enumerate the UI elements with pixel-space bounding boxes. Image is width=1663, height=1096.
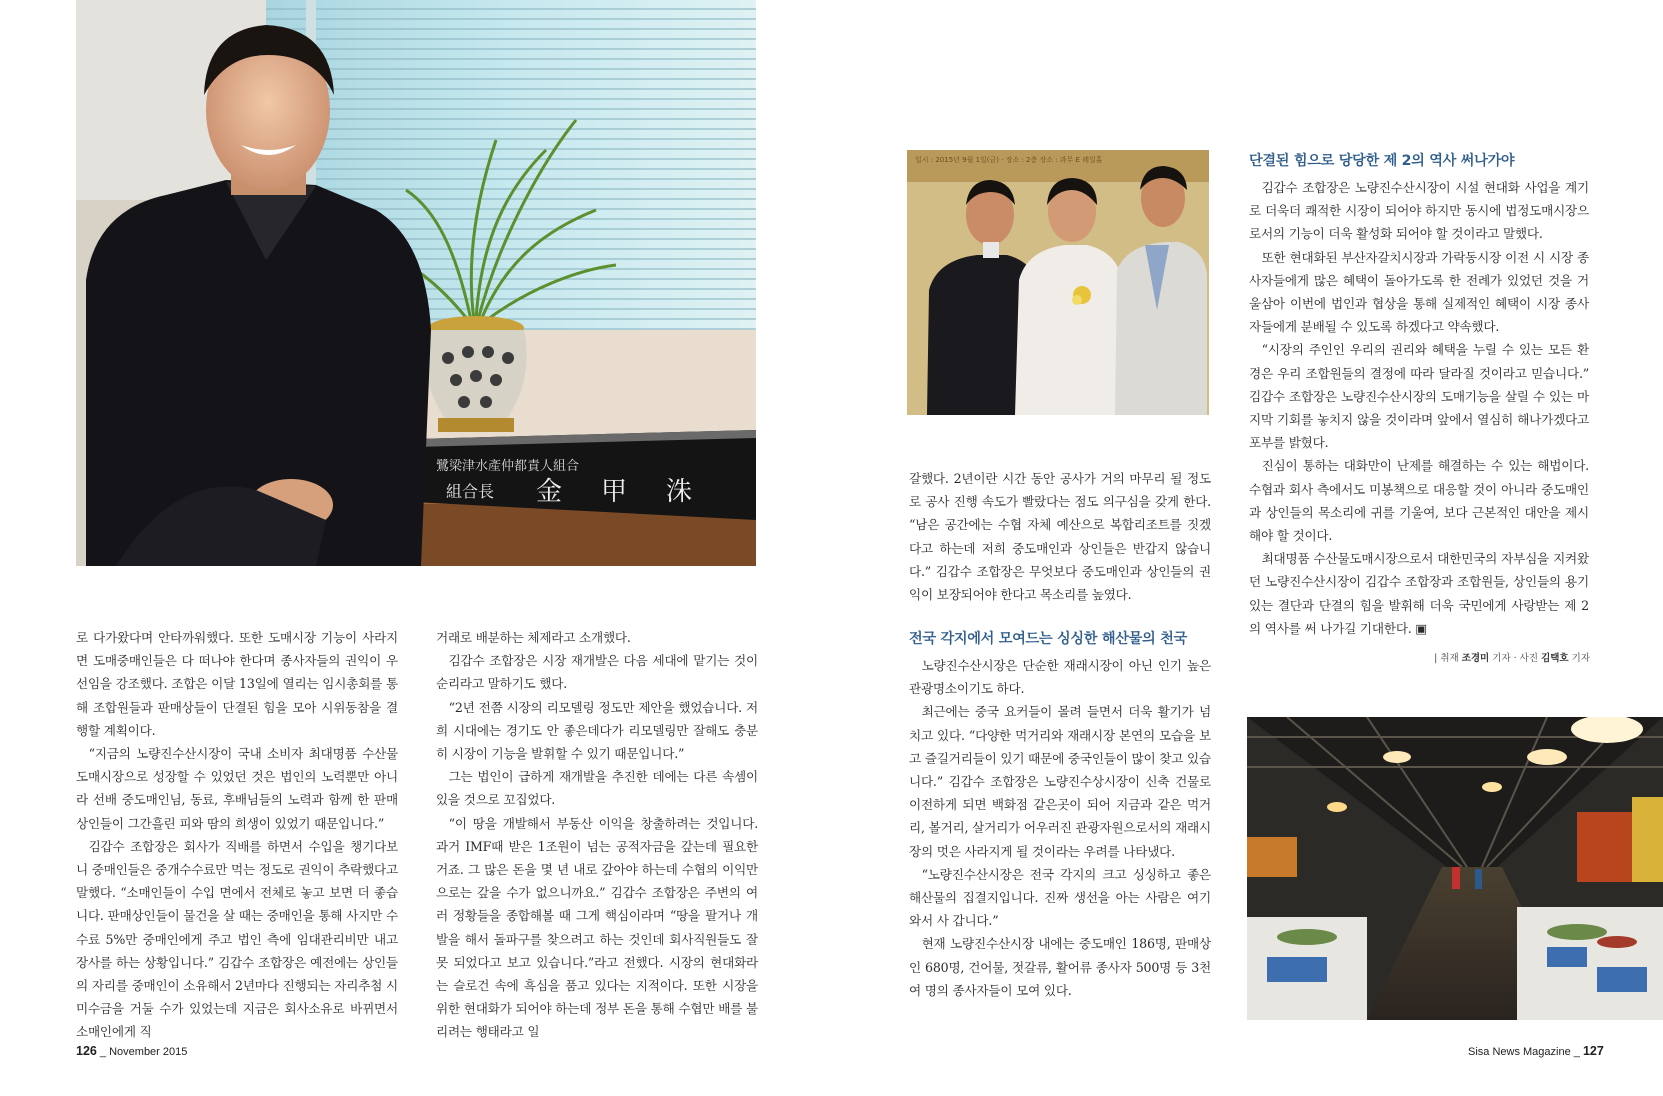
page-number-right: [1468, 1044, 1604, 1058]
section-heading: 전국 각지에서 모여드는 싱싱한 해산물의 천국: [909, 631, 1187, 647]
credit-suffix: 기자: [1571, 653, 1590, 664]
article-column-4: [1249, 150, 1589, 640]
paragraph: 갈했다. 2년이란 시간 동안 공사가 거의 마무리 될 정도로 공사 진행 속도가 빨랐다는 점도 의구심을 갖게 한다. “남은 공간에는 수협 자체 예산으로 복합리조트를 짓겠다고 하는데 저희 중도매인과 상인들은 반갑지 않습니다.” 김갑수 조합장은 무엇보다 중도매인과 상인들의 권익이 보장되어야 한다고 목소리를 높였다.: [909, 471, 1211, 603]
market-photo-image: [1247, 717, 1663, 1020]
paragraph: 김갑수 조합장은 노량진수산시장이 시설 현대화 사업을 계기로 더욱더 쾌적한 시장이 되어야 하지만 동시에 법정도매시장으로서의 기능이 더욱 활성화 되어야 할 것이라고 말했다.: [1249, 180, 1589, 242]
paragraph: 김갑수 조합장은 회사가 직배를 하면서 수입을 챙기다보니 중매인들은 중개수수료만 먹는 정도로 권익이 추락했다고 말했다. “소매인들이 수입 면에서 전체로 놓고 보면 더 좋습니다. 판매상인들이 물건을 살 때는 중매인을 통해 사지만 수수료 5%만 중매인에게 주고 법인 측에 임대관리비만 내고 장사를 하는 상황입니다.” 김갑수 조합장은 예전에는 상인들의 자리를 중매인이 소유해서 2년마다 진행되는 자리추첨 시 미수금을 거둘 수가 있었는데 지금은 회사소유로 바뀌면서 소매인에게 직: [76, 838, 398, 1040]
credit-mid: 기자 · 사진: [1492, 653, 1539, 664]
portrait-photo: [76, 0, 756, 566]
byline-credit: [1380, 650, 1590, 664]
article-column-1: [76, 626, 398, 1044]
credit-prefix: | 취재: [1434, 653, 1459, 664]
group-photo-image: [907, 150, 1209, 415]
portrait-image: [76, 0, 756, 566]
page-number: 127: [1582, 1044, 1604, 1058]
paragraph: 그는 법인이 급하게 재개발을 추진한 데에는 다른 속셈이 있을 것으로 꼬집었다.: [436, 769, 758, 808]
article-column-3-top: [909, 467, 1211, 606]
paragraph: “2년 전쯤 시장의 리모델링 정도만 제안을 했었습니다. 저희 시대에는 경기도 안 좋은데다가 리모델링만 잘해도 충분히 시장이 기능을 발휘할 수 있기 때문입니다.”: [436, 699, 758, 762]
paragraph: 최근에는 중국 요커들이 몰려 들면서 더욱 활기가 넘치고 있다. “다양한 먹거리와 재래시장 본연의 모습을 보고 즐길거리들이 있기 때문에 중국인들이 많이 찾고 있습니다.” 김갑수 조합장은 노량진수상시장이 신축 건물로 이전하게 되면 백화점 같은곳이 되어 지금과 같은 먹거리, 볼거리, 살거리가 어우러진 관광자원으로서의 재래시장의 멋은 사라지게 될 것이라는 우려를 나타냈다.: [909, 704, 1211, 859]
banner-text: 일시 : 2015년 9월 1일(금) · 장소 : 2층 장소 : 과무 E 레일홀: [915, 156, 1103, 164]
credit-reporter: 조경미: [1461, 653, 1490, 664]
paragraph: “노량진수산시장은 전국 각지의 크고 싱싱하고 좋은 해산물의 집결지입니다. 진짜 생선을 아는 사람은 여기 와서 사 갑니다.”: [909, 866, 1211, 929]
group-photo: [907, 150, 1209, 415]
magazine-name: Sisa News Magazine _: [1468, 1046, 1580, 1058]
paragraph: 진심이 통하는 대화만이 난제를 해결하는 수 있는 해법이다. 수협과 회사 측에서도 미봉책으로 대응할 것이 아니라 중도매인과 상인들의 목소리에 귀를 기울여, 보다 근본적인 대안을 제시해야 할 것이다.: [1249, 458, 1589, 544]
plaque-line-1: 鷺梁津水產仲都責人組合: [436, 459, 580, 474]
section-heading: 단결된 힘으로 당당한 제 2의 역사 써나가야: [1249, 153, 1515, 169]
market-photo: [1247, 717, 1663, 1020]
paragraph: 노량진수산시장은 단순한 재래시장이 아닌 인기 높은 관광명소이기도 하다.: [909, 658, 1211, 697]
issue-date: _ November 2015: [99, 1046, 188, 1058]
paragraph: “지금의 노량진수산시장이 국내 소비자 최대명품 수산물도매시장으로 성장할 수 있었던 것은 법인의 노력뿐만 아니라 선배 중도매인님, 동료, 후배님들의 노력과 함께 한 판매상인들이 그간흘린 피와 땀의 희생이 있었기 때문입니다.”: [76, 746, 398, 831]
plaque-char-2: 甲: [601, 477, 628, 507]
page-number: 126: [76, 1044, 97, 1058]
paragraph: “시장의 주인인 우리의 권리와 혜택을 누릴 수 있는 모든 환경은 우리 조합원들의 결정에 따라 달라질 것이라고 믿습니다.” 김갑수 조합장은 노량진수산시장의 도매기능을 살릴 수 있는 마지막 기회를 놓치지 않을 것이라며 앞에서 열심히 해나가겠다고 포부를 밝혔다.: [1249, 342, 1589, 451]
paragraph: 김갑수 조합장은 시장 재개발은 다음 세대에 맡기는 것이 순리라고 말하기도 했다.: [436, 653, 758, 692]
paragraph: 현재 노량진수산시장 내에는 중도매인 186명, 판매상인 680명, 건어물, 젓갈류, 활어류 종사자 500명 등 3천여 명의 종사자들이 모여 있다.: [909, 936, 1211, 998]
paragraph: 또한 현대화된 부산자갈치시장과 가락동시장 이전 시 시장 종사자들에게 많은 혜택이 돌아가도록 한 전례가 있었던 것을 거울삼아 이번에 법인과 협상을 통해 실제적인 혜택이 시장 종사자들에게 분배될 수 있도록 하겠다고 약속했다.: [1249, 249, 1589, 335]
paragraph: “이 땅을 개발해서 부동산 이익을 창출하려는 것입니다. 과거 IMF때 받은 1조원이 넘는 공적자금을 갚는데 필요한 거죠. 그 많은 돈을 몇 년 내로 갚아야 하는데 수협의 이익만으로는 갚을 수가 없으니까요.” 김갑수 조합장은 주변의 여러 정황들을 종합해볼 때 그게 핵심이라며 “땅을 팔거나 개발을 해서 돌파구를 찾으려고 하는 것인데 회사직원들도 잘못 되었다고 보고 있습니다.”라고 전했다. 시장의 현대화라는 슬로건 속에 흑심을 품고 있다는 지적이다. 또한 시장을 위한 현대화가 되어야 하는데 정부 돈을 통해 수협만 배를 불리려는 행태라고 일: [436, 815, 758, 1040]
credit-photographer: 김택호: [1541, 653, 1569, 664]
article-column-3-bottom: [909, 628, 1211, 1002]
plaque-line-2: 組合長: [446, 482, 495, 501]
paragraph: 로 다가왔다며 안타까워했다. 또한 도매시장 기능이 사라지면 도매중매인들은 다 떠나야 한다며 종사자들의 권익이 우선임을 강조했다. 조합은 이달 13일에 열리는 임시총회를 통해 조합원들과 판매상들이 단결된 힘을 모아 시위동참을 결행할 계획이다.: [76, 630, 398, 738]
page-number-left: [76, 1044, 187, 1058]
plaque-char-1: 金: [536, 477, 563, 507]
paragraph: 거래로 배분하는 체제라고 소개했다.: [436, 630, 631, 645]
paragraph: 최대명품 수산물도매시장으로서 대한민국의 자부심을 지켜왔던 노량진수산시장이 김갑수 조합장과 조합원들, 상인들의 용기 있는 결단과 단결의 힘을 발휘해 더욱 국민에게 사랑받는 제 2의 역사를 써 나가길 기대한다. ▣: [1249, 551, 1589, 636]
article-column-2: [436, 626, 758, 1044]
plaque-char-3: 洙: [666, 477, 693, 507]
